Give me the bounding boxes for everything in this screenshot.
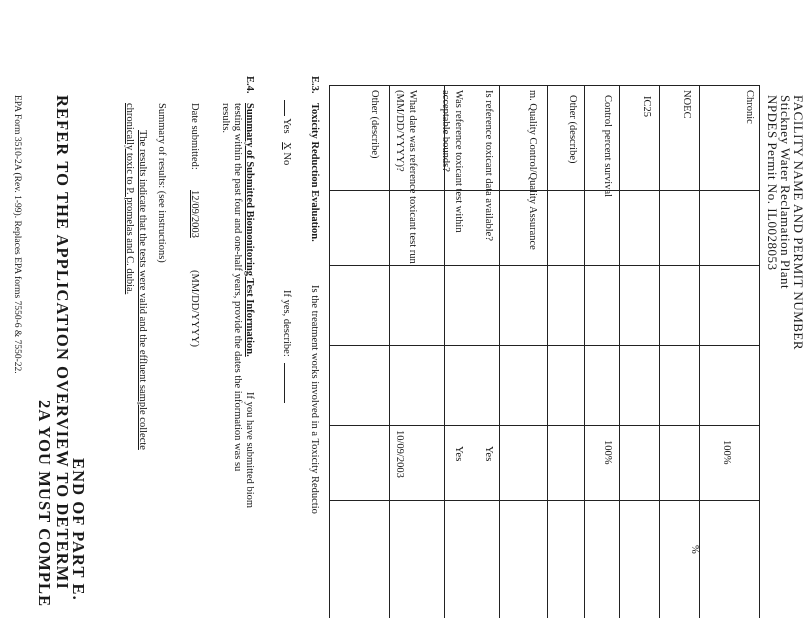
yes-label: Yes	[281, 118, 292, 134]
summary-label: Summary of results: (see instructions)	[156, 103, 167, 263]
table-left-border	[330, 85, 760, 86]
chronic-heading: Chronic	[744, 90, 755, 124]
section-e3-question: Is the treatment works involved in a Toxicity Reductio	[309, 285, 320, 514]
no-label: No	[281, 152, 292, 166]
end-of-part-e: END OF PART E.	[69, 458, 88, 601]
ic25-unit: %	[689, 545, 700, 554]
date-submitted-value: 12/09/2003	[189, 190, 200, 238]
table-column-divider-1	[330, 190, 760, 191]
summary-line-1: The results indicate that the tests were valid and the effluent sample collecte	[137, 130, 148, 450]
date-format-hint: (MM/DD/YYYY)	[189, 270, 200, 347]
no-checkmark: X	[281, 142, 292, 150]
epa-form-note: EPA Form 3510-2A (Rev. 1-99). Replaces EPA forms 7550-6 & 7550-22.	[12, 95, 22, 374]
reference-date-label-2: (MM/DD/YYYY)?	[394, 90, 405, 172]
table-rule-qa	[547, 85, 548, 618]
yes-no-row	[281, 100, 295, 165]
qa-heading: m. Quality Control/Quality Assurance	[527, 90, 538, 250]
refer-to-overview: REFER TO THE APPLICATION OVERVIEW TO DETERMI	[53, 95, 72, 590]
reference-available-value: Yes	[483, 446, 494, 462]
reference-acceptable-label-1: Was reference toxicant test within	[453, 90, 464, 233]
qa-other-label: Other (describe)	[369, 90, 380, 159]
facility-name: Stickney Water Reclamation Plant	[778, 95, 793, 290]
if-yes-blank[interactable]	[284, 363, 295, 403]
section-e4-heading: Summary of Submitted Biomonitoring Test Information.	[244, 103, 255, 357]
facility-header-title: FACILITY NAME AND PERMIT NUMBER	[791, 95, 806, 351]
yes-blank[interactable]	[284, 100, 295, 116]
reference-acceptable-label-2: acceptable bounds?	[440, 90, 451, 172]
table-rule-ref-available	[499, 85, 500, 618]
permit-number: NPDES Permit No. IL0028053	[765, 95, 780, 271]
if-yes-label: If yes, describe:	[281, 290, 292, 357]
section-e4-text-2: testing within the past four and one-half years, provide the dates the information was su	[232, 103, 243, 472]
section-e4-text-1: If you have submitted biom	[244, 392, 255, 509]
section-e4-text-3: results.	[220, 103, 231, 134]
you-must-complete: 2A YOU MUST COMPLE	[35, 400, 54, 608]
section-e4-number: E.4.	[244, 76, 255, 94]
table-rule-other	[584, 85, 585, 618]
reference-acceptable-value: Yes	[453, 446, 464, 462]
section-e3-heading: Toxicity Reduction Evaluation.	[309, 103, 320, 242]
table-rule-ic25	[659, 85, 660, 618]
control-survival-label: Control percent survival	[602, 95, 613, 198]
other-describe-label: Other (describe)	[567, 95, 578, 164]
if-yes-describe	[281, 290, 295, 403]
summary-line-2: chronically toxic to P. promelas and C. dubia.	[124, 103, 135, 295]
table-column-divider-2	[330, 265, 760, 266]
noec-value: 100%	[721, 440, 732, 465]
section-e3-number: E.3.	[309, 76, 320, 94]
reference-date-value: 10/09/2003	[394, 430, 405, 478]
table-top-rule	[759, 85, 760, 618]
noec-label: NOEC	[681, 90, 692, 119]
reference-date-label-1: What date was reference toxicant test run	[407, 90, 418, 264]
table-column-divider-4	[330, 425, 760, 426]
table-column-divider-5	[330, 500, 760, 501]
control-survival-value: 100%	[602, 440, 613, 465]
table-rule-control	[619, 85, 620, 618]
date-submitted-label: Date submitted:	[189, 103, 200, 170]
reference-available-label: Is reference toxicant data available?	[483, 90, 494, 241]
table-rule-ref-date	[389, 85, 390, 618]
table-rule-noec	[699, 85, 700, 618]
table-rule-bottom	[329, 85, 330, 618]
ic25-label: IC25	[641, 96, 652, 117]
table-column-divider-3	[330, 345, 760, 346]
